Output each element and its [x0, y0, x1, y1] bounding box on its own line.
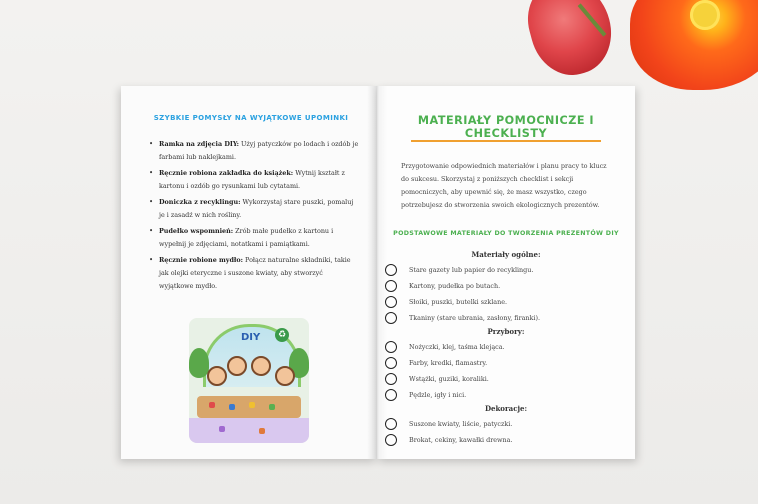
child-figure — [275, 366, 295, 386]
checklist-item-text: Słoiki, puszki, butelki szklane. — [409, 298, 508, 306]
right-page — [377, 86, 635, 459]
list-item — [149, 138, 359, 164]
materials-subtitle: PODSTAWOWE MATERIAŁY DO TWORZENIA PREZENTÓW DIY — [393, 230, 619, 237]
right-page-title: MATERIAŁY POMOCNICZE I CHECKLISTY — [417, 114, 595, 140]
list-item-bold: Ręcznie robione mydło: — [159, 256, 244, 264]
checklist-item-text: Stare gazety lub papier do recyklingu. — [409, 266, 534, 274]
section-heading: Dekoracje: — [484, 404, 528, 413]
list-item-text: Wykorzystaj stare puszki, pomaluj je i zasadź w nich rośliny. — [159, 198, 354, 219]
floor-area — [189, 418, 309, 443]
intro-paragraph: Przygotowanie odpowiednich materiałów i planu pracy to klucz do sukcesu. Skorzystaj z poniższych checklist i sekcji pomocniczych, aby upewnić się, że masz wszystko, czego potrzebujesz do stworzenia swoich ekologicznych prezentów. — [401, 162, 607, 209]
list-item — [149, 254, 359, 293]
checklist-item-text: Nożyczki, klej, taśma klejąca. — [409, 343, 505, 351]
checklist-item-text: Brokat, cekiny, kawałki drewna. — [409, 436, 513, 444]
gift-ideas-list — [149, 138, 359, 296]
title-divider — [411, 140, 601, 142]
craft-supply — [269, 404, 275, 410]
child-figure — [207, 366, 227, 386]
craft-supply — [209, 402, 215, 408]
checklist-item-text: Wstążki, guziki, koraliki. — [409, 375, 489, 383]
list-item-bold: Pudełko wspomnień: — [159, 227, 234, 235]
left-page — [121, 86, 377, 459]
checklist-item-text: Tkaniny (stare ubrania, zasłony, firanki). — [409, 314, 540, 322]
checklist-item-text: Kartony, pudełka po butach. — [409, 282, 501, 290]
list-item-bold: Ręcznie robiona zakładka do książek: — [159, 169, 294, 177]
left-page-title: SZYBKIE POMYSŁY NA WYJĄTKOWE UPOMINKI — [153, 114, 349, 122]
list-item-bold: Doniczka z recyklingu: — [159, 198, 241, 206]
plant-icon — [189, 348, 209, 378]
craft-supply — [259, 428, 265, 434]
list-item-bold: Ramka na zdjęcia DIY: — [159, 140, 239, 148]
list-item-text: Połącz naturalne składniki, takie jak olejki eteryczne i suszone kwiaty, aby stworzyć wyjątkowe mydło. — [159, 256, 351, 290]
craft-supply — [219, 426, 225, 432]
diy-kids-illustration — [189, 318, 309, 443]
recycle-icon: ♻ — [275, 328, 289, 342]
checklist-item-text: Suszone kwiaty, liście, patyczki. — [409, 420, 513, 428]
section-heading: Materiały ogólne: — [471, 250, 541, 259]
list-item-text: Wytnij kształt z kartonu i ozdób go rysunkami lub cytatami. — [159, 169, 345, 190]
list-item-text: Użyj patyczków po lodach i ozdób je farbami lub naklejkami. — [159, 140, 359, 161]
poppy-center — [690, 0, 720, 30]
list-item — [149, 167, 359, 193]
list-item — [149, 225, 359, 251]
checklist-item-text: Pędzle, igły i nici. — [409, 391, 467, 399]
open-booklet — [121, 86, 635, 459]
list-item-text: Zrób małe pudełko z kartonu i wypełnij je zdjęciami, notatkami i pamiątkami. — [159, 227, 334, 248]
diy-label: DIY — [241, 332, 261, 343]
book-spine-shadow — [367, 86, 387, 459]
section-heading: Przybory: — [487, 327, 525, 336]
craft-supply — [249, 402, 255, 408]
checklist-item-text: Farby, kredki, flamastry. — [409, 359, 488, 367]
list-item — [149, 196, 359, 222]
child-figure — [251, 356, 271, 376]
craft-supply — [229, 404, 235, 410]
child-figure — [227, 356, 247, 376]
red-poppy-flower — [519, 0, 621, 84]
